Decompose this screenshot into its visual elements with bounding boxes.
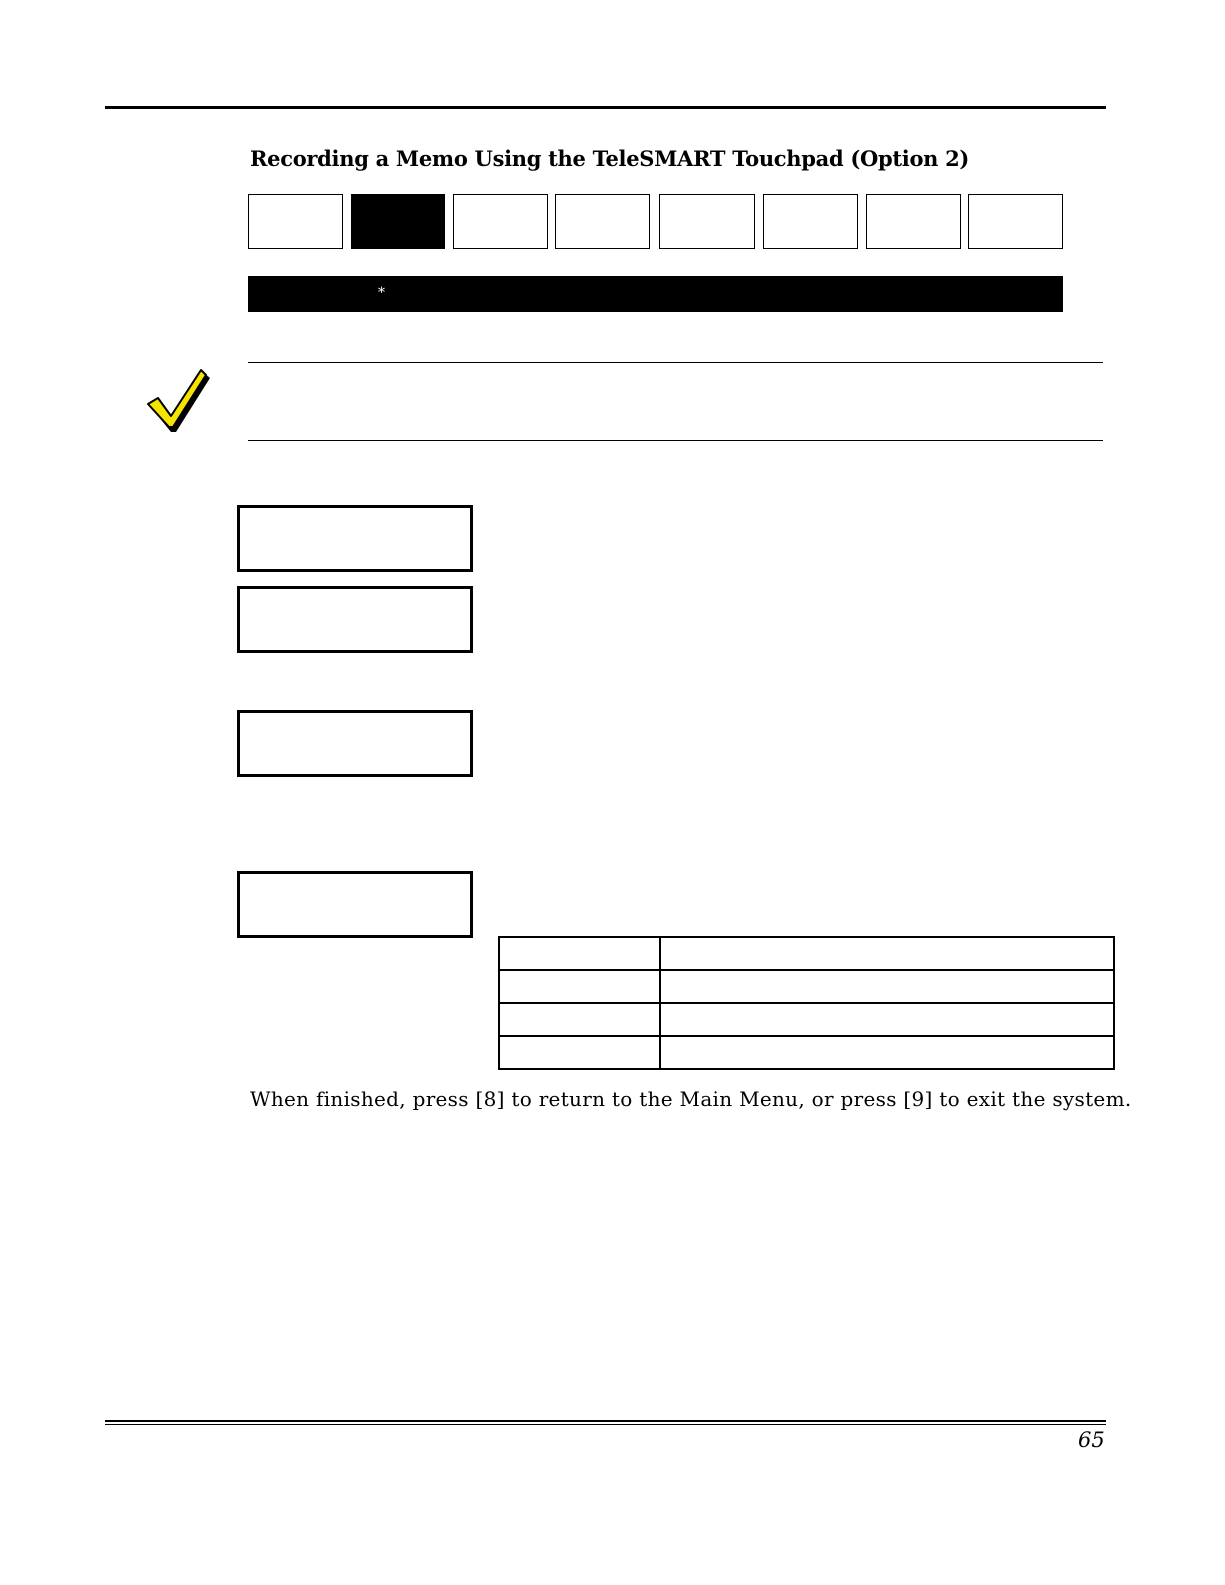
tab-4 — [555, 194, 650, 249]
tab-1 — [248, 194, 343, 249]
display-box-4 — [237, 871, 473, 938]
instruction-text: When finished, press [8] to return to the Main Menu, or press [9] to exit the system. — [250, 1087, 1132, 1111]
note-rule-top — [248, 362, 1103, 363]
section-title: Recording a Memo Using the TeleSMART Touchpad (Option 2) — [250, 146, 970, 171]
nav-bar-symbol: * — [378, 285, 385, 301]
tab-6 — [763, 194, 858, 249]
tab-5 — [659, 194, 755, 249]
note-rule-bottom — [248, 440, 1103, 441]
display-box-1 — [237, 505, 473, 572]
page-number: 65 — [1078, 1428, 1105, 1452]
table-cell — [499, 1003, 660, 1036]
footer-rule-thin — [105, 1424, 1106, 1425]
table-cell — [660, 970, 1114, 1003]
table-cell — [660, 1003, 1114, 1036]
table-cell — [499, 1036, 660, 1069]
tab-8 — [968, 194, 1063, 249]
table-row — [499, 937, 1114, 970]
table-cell — [499, 937, 660, 970]
display-box-3 — [237, 710, 473, 777]
key-table — [498, 936, 1115, 1070]
tab-3 — [453, 194, 548, 249]
header-rule — [105, 106, 1106, 109]
table-row — [499, 1036, 1114, 1069]
display-box-2 — [237, 586, 473, 653]
nav-bar — [248, 276, 1063, 312]
table-cell — [660, 937, 1114, 970]
tab-7 — [866, 194, 961, 249]
table-row — [499, 1003, 1114, 1036]
tab-2-active — [351, 194, 445, 249]
checkmark-icon — [140, 364, 215, 439]
table-cell — [499, 970, 660, 1003]
table-row — [499, 970, 1114, 1003]
footer-rule — [105, 1420, 1106, 1422]
table-cell — [660, 1036, 1114, 1069]
